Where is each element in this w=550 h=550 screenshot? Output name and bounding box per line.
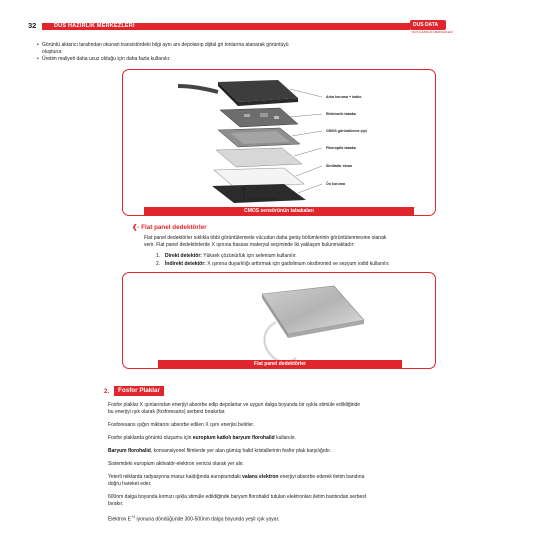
layer-label: CMOS görüntüleme çipi bbox=[326, 129, 367, 133]
list-number: 1. bbox=[156, 253, 161, 259]
list-item-text: Yüksek çözünürlük için selenium kullanılır. bbox=[203, 253, 297, 259]
paragraph: bırakır. bbox=[108, 501, 124, 507]
bullet-text: Üretim maliyeti daha ucuz olduğu için daha fazla kullanılır. bbox=[42, 56, 171, 62]
page bbox=[28, 20, 453, 535]
paragraph: Baryum florohalid, konvansiyonel filmlerde yer alan gümüş halid kristallerinin fosfor plak karşılığıdır. bbox=[108, 448, 332, 454]
paragraph: doğru hareket eder. bbox=[108, 481, 152, 487]
arrow-right-icon: ❮- bbox=[132, 224, 140, 231]
bullet-item bbox=[37, 42, 289, 48]
bullet-icon: • bbox=[37, 42, 39, 48]
section-heading bbox=[132, 224, 207, 231]
layer-electronics bbox=[220, 108, 298, 127]
list-number: 2. bbox=[156, 261, 161, 267]
layer-fiberoptic bbox=[216, 148, 302, 167]
paragraph: 600nm dalga boyunda kırmızı ışıkla stimüle edildiğinde baryum florohalid tutulan elektronları iletim bantından serbest bbox=[108, 494, 367, 500]
paragraph: Sistemdeki europium aktivatör-elektron vericisi olarak yer alır. bbox=[108, 461, 244, 467]
layer-scintillator bbox=[214, 168, 304, 187]
paragraph: Fosforesans ışığın miktarını absorbe edilen X ışını enerjisi belirler. bbox=[108, 422, 255, 428]
publisher-logo bbox=[410, 20, 453, 34]
figure-caption: Flat panel dedektörler bbox=[158, 360, 402, 369]
bullet-text: oluşturur. bbox=[42, 48, 63, 55]
arrow-label: X ışınlarının yönü bbox=[247, 197, 277, 201]
section-heading-text: Flat panel dedektörler bbox=[141, 224, 207, 231]
layer-label: Ön koruma bbox=[326, 182, 345, 186]
bullet-text: Görüntü aktarıcı tarafından okunan transistördeki bilgi aynı anı depolanıp dijital gri tonlarına atanarak görüntüyü bbox=[42, 42, 289, 48]
logo-text: DUS DATA bbox=[413, 22, 439, 28]
paragraph: Elektron $E^{+3}$ iyonuna döndüğünde 300-500nm dalga boyunda yeşil ışık yayar. bbox=[108, 515, 280, 523]
cmos-layers-illustration bbox=[178, 72, 378, 204]
layer-back-cover bbox=[218, 80, 298, 102]
bullet-item bbox=[37, 56, 171, 62]
bullet-icon: • bbox=[37, 56, 39, 62]
flat-panel-illustration bbox=[252, 278, 372, 368]
paragraph: Flat panel dedektörler sıklıkla tıbbi görüntülemede vücudun daha geniş bölümlerinin görüntülenmesine olanak bbox=[144, 235, 387, 241]
list-item bbox=[165, 253, 297, 259]
paragraph: Yeterli miktarda radyasyona maruz kaldığında europiumdaki valans elektron enerjiyi absorbe ederek iletim bandına bbox=[108, 474, 365, 480]
header-title: DUS HAZIRLIK MERKEZLERİ bbox=[54, 23, 135, 29]
paragraph: verir. Flat panel dedektörlerde X ışınına hassas materyal seçiminde iki yaklaşım bulunmaktadır: bbox=[144, 242, 355, 248]
layer-label: Elektronik tabaka bbox=[326, 112, 356, 116]
paragraph: bu enerjiyi ışık olarak (fosforesans) serbest bırakırlar. bbox=[108, 409, 226, 415]
section-title: Fosfor Plaklar bbox=[114, 386, 164, 396]
layer-label: Fiberoptik tabaka bbox=[326, 146, 356, 150]
bullet-continuation bbox=[42, 49, 63, 55]
cable-shape bbox=[178, 86, 218, 92]
list-item bbox=[165, 261, 390, 267]
list-item-term: İndirekt detektör: bbox=[165, 261, 206, 267]
paragraph: Fosfor plaklar X ışınlarından enerjiyi absorbe edip depolarlar ve uygun dalga boyunda bir ışıkla stimüle edildiğinde bbox=[108, 402, 361, 408]
page-number: 32 bbox=[28, 21, 37, 30]
layer-label: Arka koruma + kablo bbox=[326, 95, 362, 99]
layer-label: Sintilatör ekran bbox=[326, 164, 353, 168]
paragraph: Fosfor plaklarda görüntü oluşumu için europium katkılı baryum florohalid kullanılır. bbox=[108, 435, 296, 441]
list-item-text: X ışınına duyarlılığı arttırmak için gadolinium oksibromid ve sezyum iodid kullanılır. bbox=[207, 261, 390, 267]
section-number: 2. bbox=[104, 388, 110, 395]
figure-caption: CMOS sensörünün tabakaları bbox=[144, 207, 414, 216]
page-header bbox=[28, 20, 453, 34]
logo-subtext: DUS HAZIRLIK MERKEZLERİ bbox=[412, 30, 453, 34]
list-item-term: Direkt detektör: bbox=[165, 253, 202, 259]
